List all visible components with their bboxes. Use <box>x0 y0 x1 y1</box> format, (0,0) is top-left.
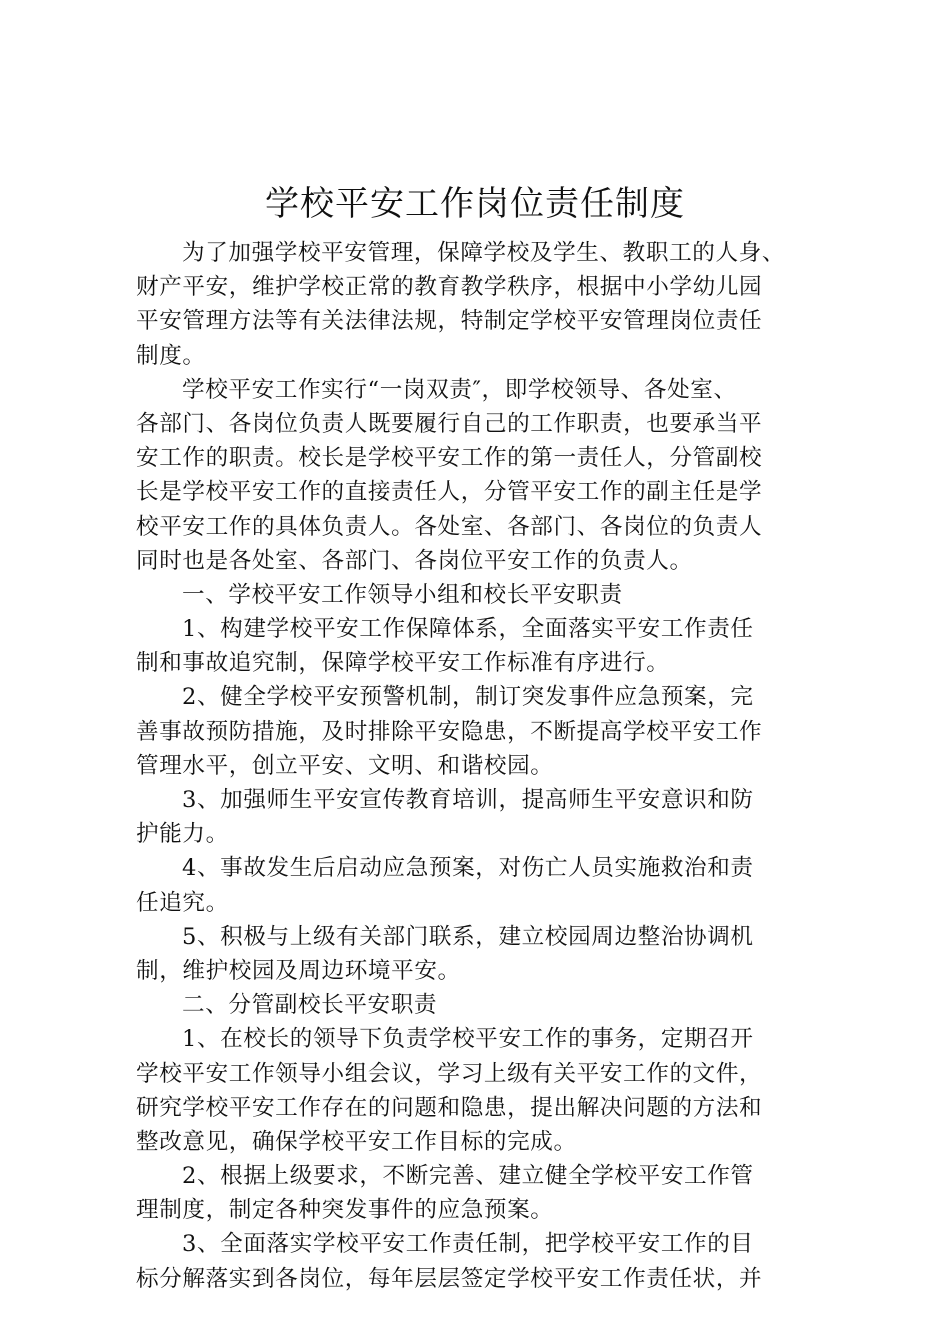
text-line: 制，维护校园及周边环境平安。 <box>136 957 461 984</box>
text-line: 5、积极与上级有关部门联系，建立校园周边整治协调机 <box>182 923 754 950</box>
section-heading: 二、分管副校长平安职责 <box>182 992 438 1019</box>
text-line: 任追究。 <box>136 889 229 916</box>
text-line: 为了加强学校平安管理，保障学校及学生、教职工的人身、 <box>182 240 786 266</box>
text-line: 3、全面落实学校平安工作责任制，把学校平安工作的目 <box>182 1231 754 1258</box>
text-line: 3、加强师生平安宣传教育培训，提高师生平安意识和防 <box>182 787 754 813</box>
text-line: 整改意见，确保学校平安工作目标的完成。 <box>136 1128 577 1155</box>
text-line: 校平安工作的具体负责人。各处室、各部门、各岗位的负责人 <box>136 513 763 540</box>
text-line: 安工作的职责。校长是学校平安工作的第一责任人，分管副校 <box>136 445 763 472</box>
text-line: 1、构建学校平安工作保障体系，全面落实平安工作责任 <box>182 616 754 643</box>
text-line: 制和事故追究制，保障学校平安工作标准有序进行。 <box>136 650 670 677</box>
text-line: 同时也是各处室、各部门、各岗位平安工作的负责人。 <box>136 547 693 574</box>
text-line: 各部门、各岗位负责人既要履行自己的工作职责，也要承当平 <box>136 410 763 437</box>
text-line: 4、事故发生后启动应急预案，对伤亡人员实施救治和责 <box>182 855 754 882</box>
text-line: 学校平安工作实行“一岗双责″，即学校领导、各处室、 <box>182 376 737 403</box>
text-line: 护能力。 <box>136 821 229 848</box>
text-line: 1、在校长的领导下负责学校平安工作的事务，定期召开 <box>182 1026 754 1053</box>
text-line: 2、根据上级要求，不断完善、建立健全学校平安工作管 <box>182 1163 754 1190</box>
text-line: 善事故预防措施，及时排除平安隐患，不断提高学校平安工作 <box>136 718 763 745</box>
text-line: 2、健全学校平安预警机制，制订突发事件应急预案，完 <box>182 684 754 711</box>
text-line: 学校平安工作领导小组会议，学习上级有关平安工作的文件， <box>136 1060 763 1087</box>
document-title: 学校平安工作岗位责任制度 <box>265 184 685 224</box>
document-body <box>136 236 826 1296</box>
text-line: 管理水平，创立平安、文明、和谐校园。 <box>136 752 554 779</box>
text-line: 研究学校平安工作存在的问题和隐患，提出解决问题的方法和 <box>136 1094 763 1121</box>
text-line: 标分解落实到各岗位，每年层层签定学校平安工作责任状，并 <box>136 1265 763 1292</box>
text-line: 理制度，制定各种突发事件的应急预案。 <box>136 1197 554 1224</box>
text-line: 制度。 <box>136 342 206 369</box>
text-line: 长是学校平安工作的直接责任人，分管平安工作的副主任是学 <box>136 479 763 506</box>
text-line: 财产平安，维护学校正常的教育教学秩序，根据中小学幼儿园 <box>136 274 763 301</box>
text-line: 平安管理方法等有关法律法规，特制定学校平安管理岗位责任 <box>136 308 763 335</box>
section-heading: 一、学校平安工作领导小组和校长平安职责 <box>182 581 623 608</box>
